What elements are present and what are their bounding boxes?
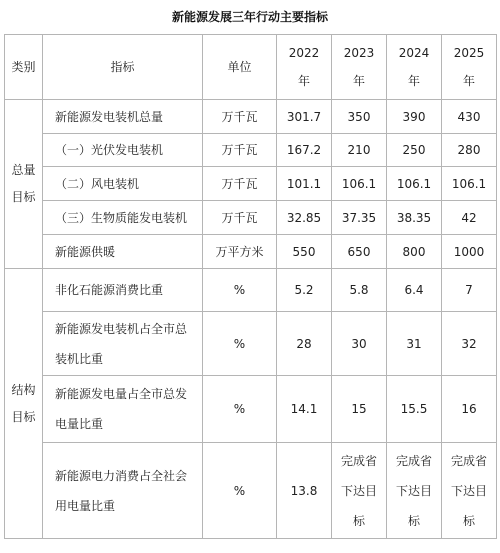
- table-row: [5, 201, 497, 235]
- indicator-line: 用电量比重: [55, 498, 116, 513]
- category-line: 目标: [11, 409, 36, 424]
- unit-cell: 万平方米: [203, 235, 277, 269]
- indicator-line: 新能源发电量占全市总发: [55, 387, 188, 401]
- value-line: 标: [352, 513, 365, 528]
- unit-cell: %: [203, 376, 277, 443]
- header-unit: 单位: [203, 35, 277, 100]
- unit-cell: %: [203, 443, 277, 539]
- value-line: 标: [462, 513, 475, 528]
- table-row: [5, 312, 497, 376]
- header-year-2024: [387, 35, 442, 100]
- indicator-cell: [43, 443, 203, 539]
- unit-cell: 万千瓦: [203, 134, 277, 167]
- table-row: [5, 100, 497, 134]
- value-cell: 167.2: [277, 134, 332, 167]
- value-cell-wrapped: [332, 443, 387, 539]
- value-cell: 14.1: [277, 376, 332, 443]
- value-cell: 250: [387, 134, 442, 167]
- header-year-suffix: 年: [462, 74, 475, 88]
- unit-cell: %: [203, 269, 277, 312]
- value-line: 完成省: [450, 453, 487, 468]
- value-line: 下达目: [395, 483, 432, 498]
- header-year-number: 2022: [288, 46, 320, 60]
- table-row: [5, 269, 497, 312]
- value-cell: 350: [332, 100, 387, 134]
- value-cell: 301.7: [277, 100, 332, 134]
- header-year-2025: [442, 35, 497, 100]
- value-cell: 210: [332, 134, 387, 167]
- value-cell: 30: [332, 312, 387, 376]
- table-row: [5, 235, 497, 269]
- table-row: [5, 134, 497, 167]
- indicator-line: 新能源发电装机占全市总: [55, 321, 188, 336]
- indicator-cell: （一）光伏发电装机: [43, 134, 203, 167]
- table-row: [5, 376, 497, 443]
- value-cell: 38.35: [387, 201, 442, 235]
- value-cell: 6.4: [387, 269, 442, 312]
- indicator-line: 装机比重: [55, 351, 104, 366]
- table-row: [5, 167, 497, 201]
- value-cell: 5.8: [332, 269, 387, 312]
- category-line: 目标: [11, 190, 36, 204]
- value-line: 完成省: [340, 453, 377, 468]
- value-cell: 16: [442, 376, 497, 443]
- value-cell: 37.35: [332, 201, 387, 235]
- header-year-suffix: 年: [407, 74, 420, 88]
- indicator-cell: 非化石能源消费比重: [43, 269, 203, 312]
- value-cell: 1000: [442, 235, 497, 269]
- value-cell: 280: [442, 134, 497, 167]
- value-cell: 390: [387, 100, 442, 134]
- unit-cell: %: [203, 312, 277, 376]
- header-year-suffix: 年: [352, 74, 365, 88]
- value-cell: 15: [332, 376, 387, 443]
- value-cell: 106.1: [387, 167, 442, 201]
- value-cell: 5.2: [277, 269, 332, 312]
- value-cell: 101.1: [277, 167, 332, 201]
- header-year-2023: [332, 35, 387, 100]
- category-total-target: [5, 100, 43, 269]
- header-year-number: 2023: [343, 46, 375, 60]
- indicator-cell: [43, 376, 203, 443]
- header-row: [5, 35, 497, 100]
- value-cell: 28: [277, 312, 332, 376]
- indicator-cell: （二）风电装机: [43, 167, 203, 201]
- unit-cell: 万千瓦: [203, 167, 277, 201]
- value-cell: 31: [387, 312, 442, 376]
- header-year-suffix: 年: [297, 74, 310, 88]
- value-cell: 106.1: [442, 167, 497, 201]
- header-year-2022: [277, 35, 332, 100]
- category-structure-target: [5, 269, 43, 539]
- value-cell: 7: [442, 269, 497, 312]
- value-cell-wrapped: [387, 443, 442, 539]
- header-year-number: 2025: [453, 46, 485, 60]
- unit-cell: 万千瓦: [203, 100, 277, 134]
- value-cell: 13.8: [277, 443, 332, 539]
- value-cell: 42: [442, 201, 497, 235]
- value-line: 标: [407, 513, 420, 528]
- value-cell: 32.85: [277, 201, 332, 235]
- indicator-cell: 新能源发电装机总量: [43, 100, 203, 134]
- value-line: 下达目: [340, 483, 377, 498]
- header-category: 类别: [5, 35, 43, 100]
- table-title: 新能源发展三年行动主要指标: [171, 10, 328, 24]
- value-cell: 430: [442, 100, 497, 134]
- indicator-table: [4, 34, 497, 539]
- value-cell-wrapped: [442, 443, 497, 539]
- value-cell: 15.5: [387, 376, 442, 443]
- category-line: 总量: [11, 163, 36, 177]
- category-line: 结构: [11, 382, 36, 397]
- value-cell: 550: [277, 235, 332, 269]
- value-cell: 32: [442, 312, 497, 376]
- indicator-cell: 新能源供暖: [43, 235, 203, 269]
- indicator-cell: （三）生物质能发电装机: [43, 201, 203, 235]
- header-indicator: 指标: [43, 35, 203, 100]
- table-row: [5, 443, 497, 539]
- header-year-number: 2024: [398, 46, 430, 60]
- unit-cell: 万千瓦: [203, 201, 277, 235]
- indicator-line: 电量比重: [55, 417, 104, 431]
- value-cell: 800: [387, 235, 442, 269]
- value-line: 下达目: [450, 483, 487, 498]
- indicator-cell: [43, 312, 203, 376]
- value-cell: 106.1: [332, 167, 387, 201]
- indicator-line: 新能源电力消费占全社会: [55, 468, 188, 483]
- value-line: 完成省: [395, 453, 432, 468]
- value-cell: 650: [332, 235, 387, 269]
